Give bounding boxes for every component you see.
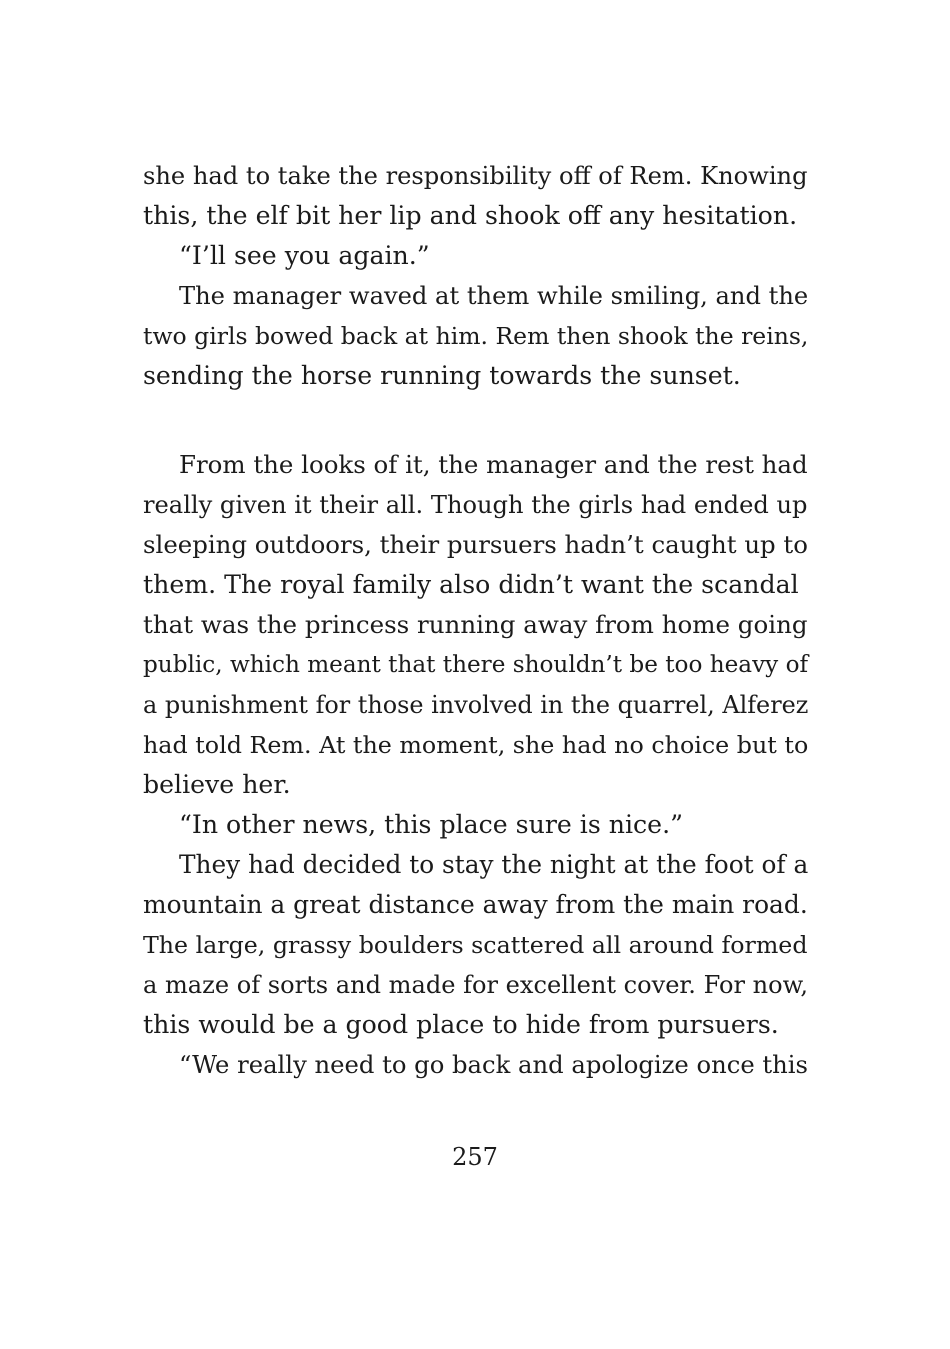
page-number: 257 (452, 1143, 498, 1171)
text-line: From the looks of it, the manager and the rest had (179, 450, 808, 479)
text-line: sleeping outdoors, their pursuers hadn’t caught up to (143, 530, 808, 559)
text-line: that was the princess running away from home going (143, 610, 808, 639)
text-line: really given it their all. Though the girls had ended up (143, 491, 808, 519)
text-line: “I’ll see you again.” (179, 241, 430, 270)
text-line: public, which meant that there shouldn’t be too heavy of (143, 652, 809, 678)
text-line: she had to take the responsibility off of Rem. Knowing (143, 162, 808, 190)
text-line: two girls bowed back at him. Rem then shook the reins, (143, 322, 809, 350)
text-line: them. The royal family also didn’t want the scandal (143, 570, 799, 599)
text-line: The large, grassy boulders scattered all around formed (143, 931, 808, 959)
text-line: mountain a great distance away from the main road. (143, 890, 808, 919)
text-line: believe her. (143, 770, 291, 799)
text-line: a punishment for those involved in the quarrel, Alferez (143, 691, 809, 719)
text-line: this, the elf bit her lip and shook off any hesitation. (143, 201, 798, 230)
text-line: a maze of sorts and made for excellent cover. For now, (143, 971, 808, 999)
text-line: had told Rem. At the moment, she had no choice but to (143, 731, 809, 759)
text-line: “We really need to go back and apologize once this (179, 1050, 808, 1079)
text-line: sending the horse running towards the sunset. (143, 361, 741, 390)
text-line: “In other news, this place sure is nice.” (179, 810, 683, 839)
text-line: The manager waved at them while smiling, and the (179, 282, 809, 310)
text-section-1 (143, 156, 808, 396)
text-section-2 (143, 445, 808, 1085)
text-line: They had decided to stay the night at the foot of a (179, 850, 809, 879)
text-line: this would be a good place to hide from pursuers. (143, 1010, 779, 1039)
